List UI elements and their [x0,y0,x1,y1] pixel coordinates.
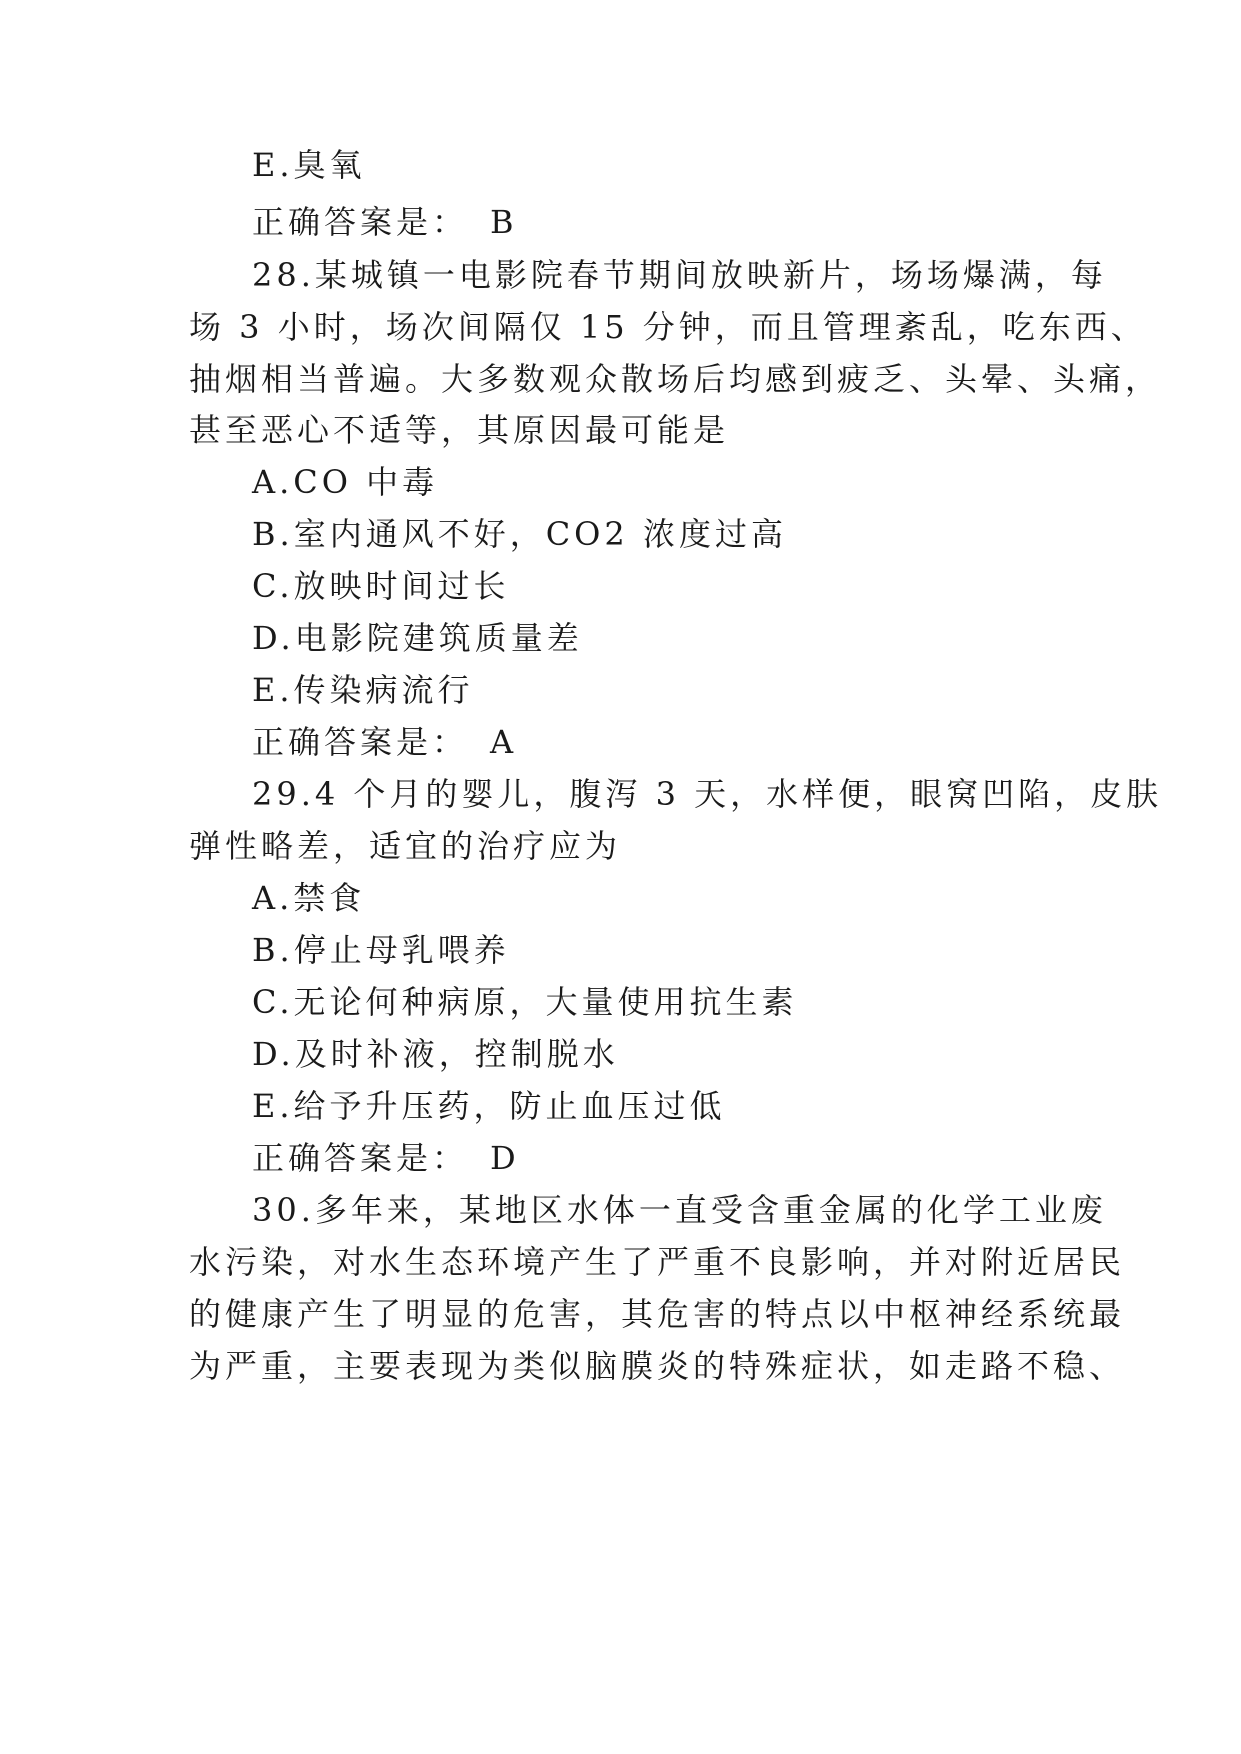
answer-value: D [490,1139,520,1177]
question-29-option-b: B.停止母乳喂养 [252,931,510,969]
question-28-answer [252,722,517,762]
question-28-option-c: C.放映时间过长 [252,567,510,605]
question-28-option-b: B.室内通风不好，CO2 浓度过高 [252,515,787,553]
option-e-prev: E.臭氧 [252,146,366,184]
question-29-line-1: 29.4 个月的婴儿，腹泻 3 天，水样便，眼窝凹陷，皮肤 [252,775,1163,813]
question-28-line-2: 场 3 小时，场次间隔仅 15 分钟，而且管理紊乱，吃东西、 [189,308,1147,346]
question-29-option-a: A.禁食 [252,879,366,917]
answer-label: 正确答案是： [252,1139,469,1177]
question-29-option-e: E.给予升压药，防止血压过低 [252,1087,726,1125]
answer-value: B [490,203,518,241]
answer-label: 正确答案是： [252,203,469,241]
question-29-option-d: D.及时补液，控制脱水 [252,1035,619,1073]
answer-line-prev [252,202,518,242]
question-28-line-3: 抽烟相当普遍。大多数观众散场后均感到疲乏、头晕、头痛， [189,360,1162,398]
question-29-option-c: C.无论何种病原，大量使用抗生素 [252,983,798,1021]
question-28-line-4: 甚至恶心不适等，其原因最可能是 [189,411,730,449]
question-30-line-3: 的健康产生了明显的危害，其危害的特点以中枢神经系统最 [189,1295,1126,1333]
answer-value: A [490,723,518,761]
question-28-option-e: E.传染病流行 [252,671,474,709]
question-28-option-a: A.CO 中毒 [252,463,439,501]
question-28-option-d: D.电影院建筑质量差 [252,619,583,657]
question-30-line-4: 为严重，主要表现为类似脑膜炎的特殊症状，如走路不稳、 [189,1347,1126,1385]
answer-label: 正确答案是： [252,723,469,761]
question-30-line-2: 水污染，对水生态环境产生了严重不良影响，并对附近居民 [189,1243,1126,1281]
question-29-line-2: 弹性略差，适宜的治疗应为 [189,827,622,865]
question-29-answer [252,1138,520,1178]
question-28-line-1: 28.某城镇一电影院春节期间放映新片，场场爆满，每 [252,256,1107,294]
question-30-line-1: 30.多年来，某地区水体一直受含重金属的化学工业废 [252,1191,1107,1229]
